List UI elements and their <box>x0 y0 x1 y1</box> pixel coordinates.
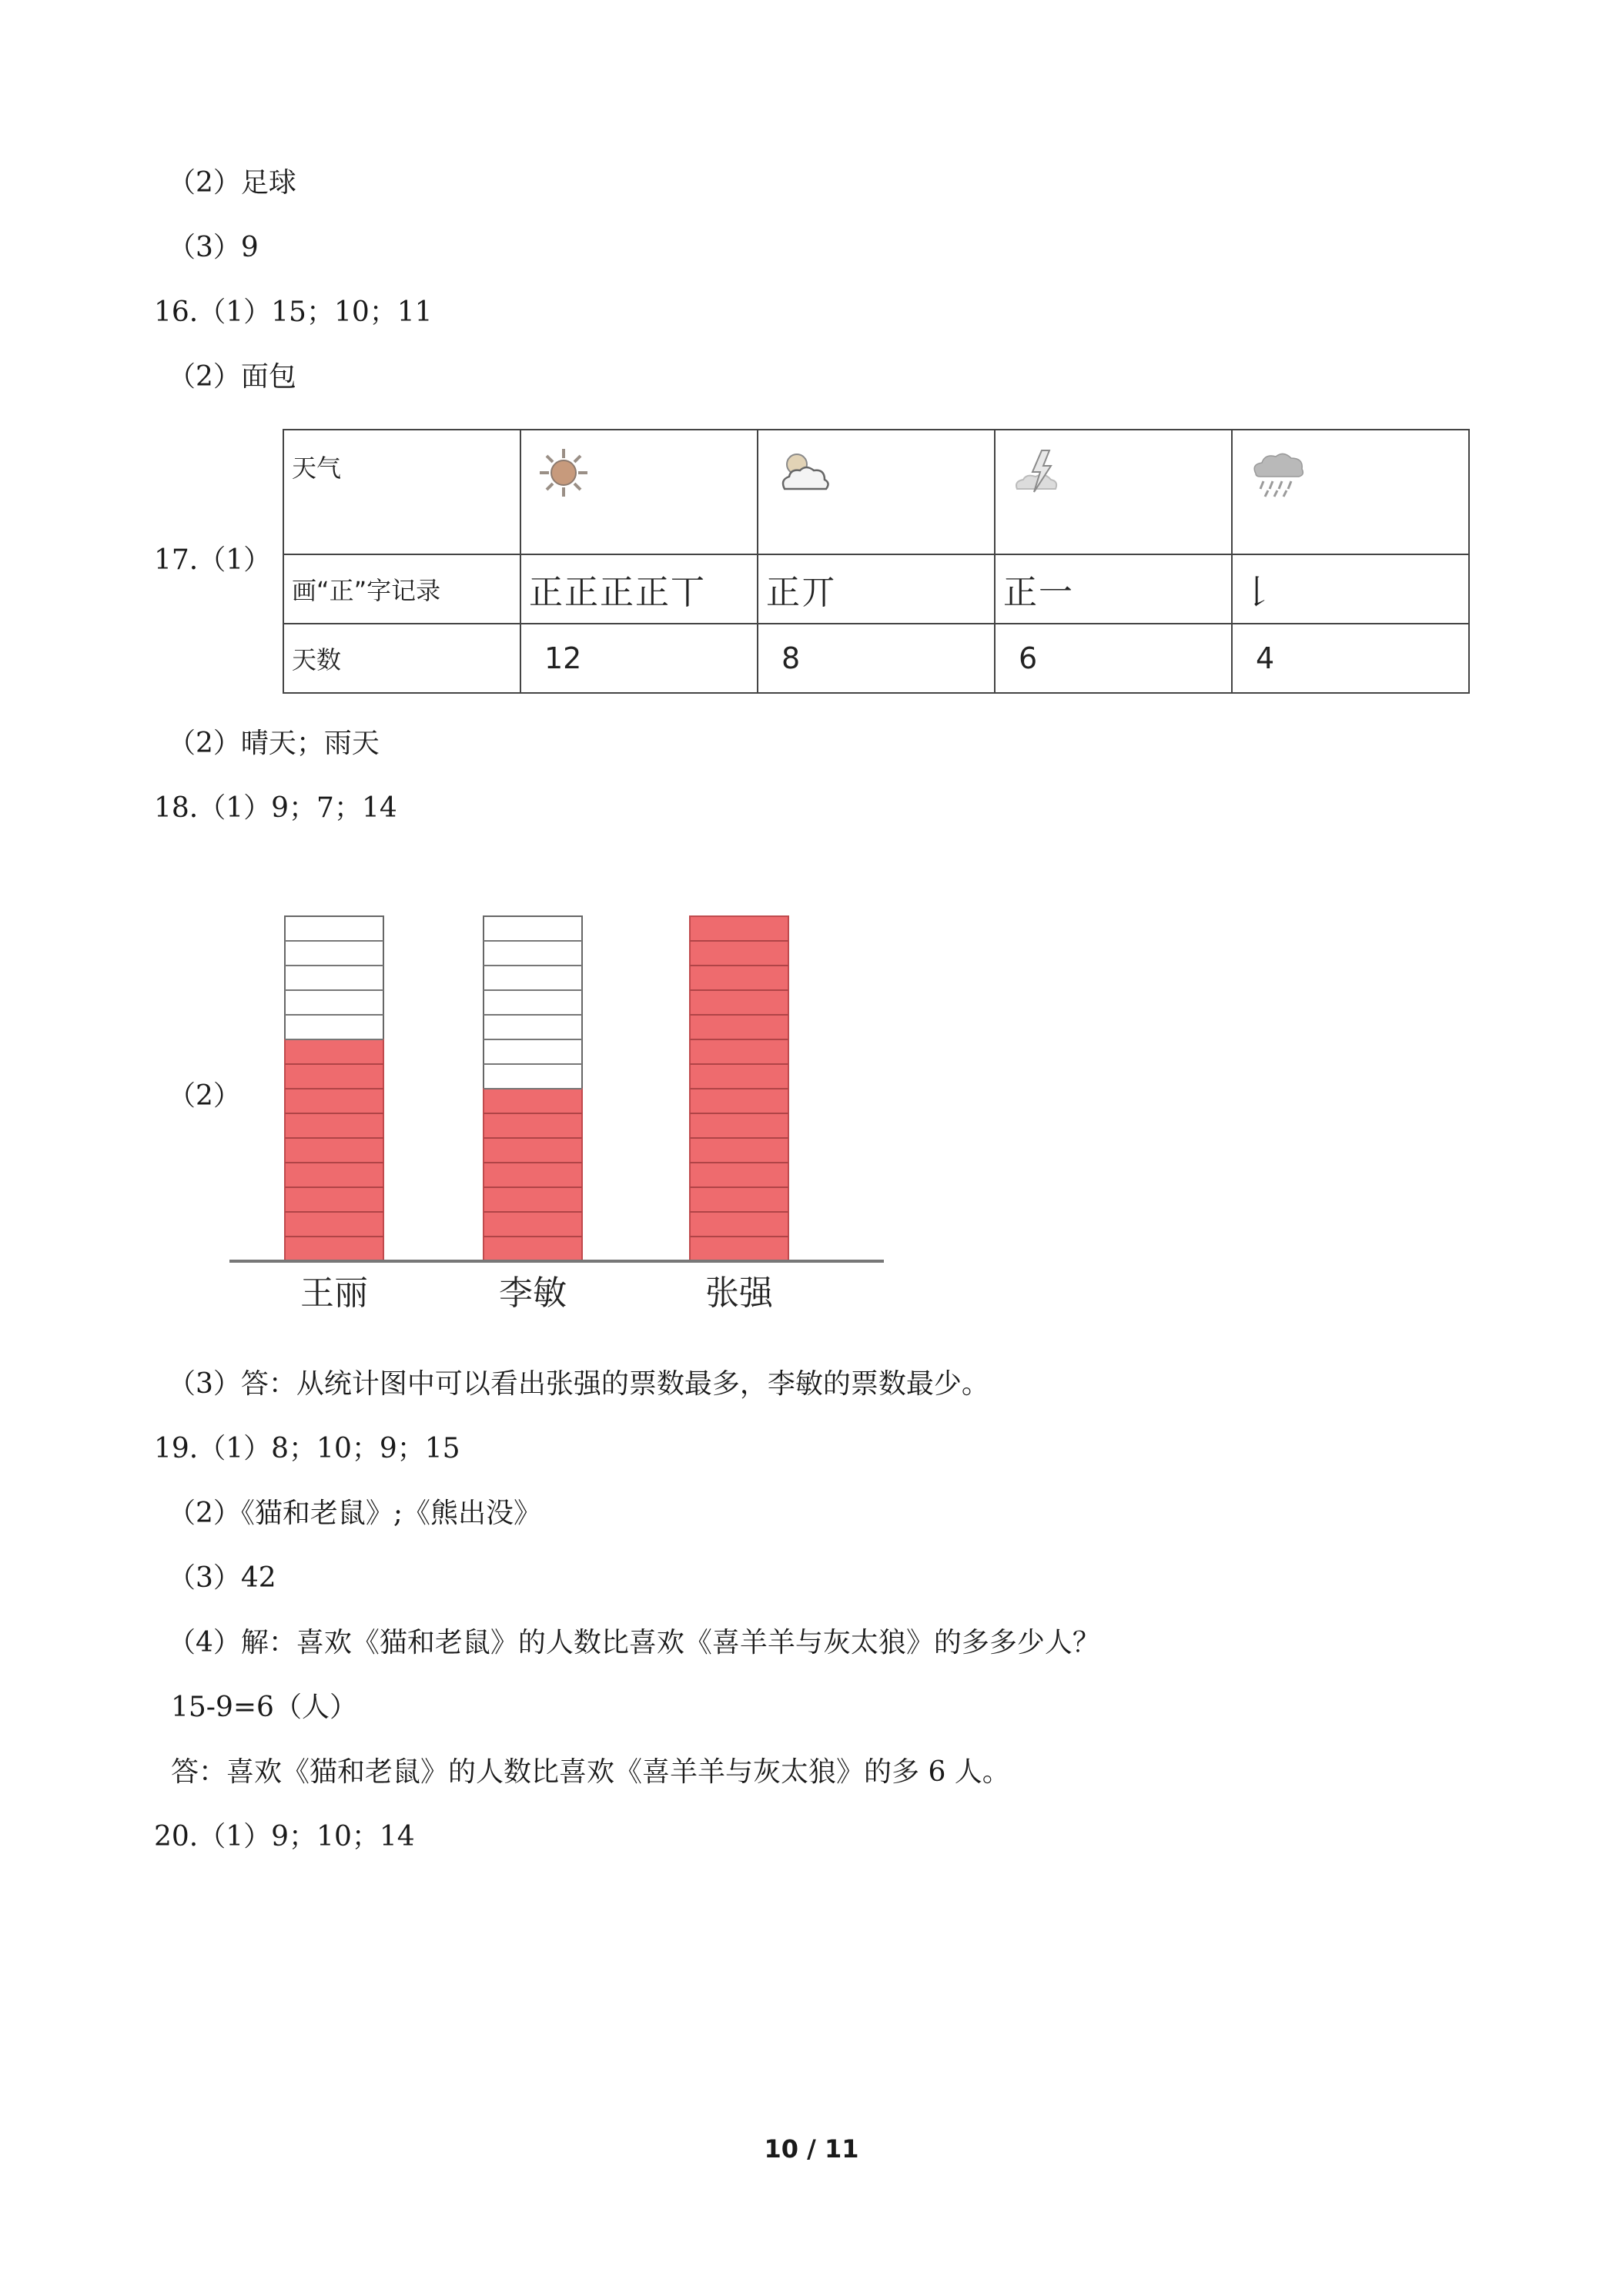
answer-line: 19.（1）8；10；9；15 <box>154 1433 460 1464</box>
row-label-weather: 天气 <box>283 430 520 554</box>
thunder-icon <box>1011 446 1223 507</box>
tally-sunny: 正正正正丅 <box>520 554 758 624</box>
answer-line: （2）《猫和老鼠》;《熊出没》 <box>168 1498 542 1529</box>
answer-line: （2）面包 <box>168 361 296 393</box>
cloudy-icon <box>774 446 986 507</box>
answer-line: 答：喜欢《猫和老鼠》的人数比喜欢《喜羊羊与灰太狼》的多 6 人。 <box>171 1756 1010 1788</box>
answer-line: （4）解：喜欢《猫和老鼠》的人数比喜欢《喜羊羊与灰太狼》的多多少人？ <box>168 1627 1100 1658</box>
answer-line: 18.（1）9；7；14 <box>154 792 397 824</box>
tally-thunder: 正一 <box>995 554 1232 624</box>
answer-line: （2）足球 <box>168 167 296 199</box>
answer-line: （3）9 <box>168 232 259 263</box>
bar-fill <box>484 1089 582 1261</box>
answer-line: 16.（1）15；10；11 <box>154 296 433 328</box>
tally-rain: 𠄌 <box>1232 554 1469 624</box>
bar-label: 张强 <box>705 1274 773 1313</box>
days-sunny: 12 <box>520 624 758 693</box>
sun-icon <box>537 446 749 507</box>
bar-label: 李敏 <box>499 1274 567 1313</box>
days-cloudy: 8 <box>758 624 995 693</box>
answer-line: 15-9=6（人） <box>171 1692 357 1723</box>
row-label-tally: 画“正”字记录 <box>283 554 520 624</box>
answer-line: （3）答：从统计图中可以看出张强的票数最多，李敏的票数最少。 <box>168 1368 989 1400</box>
vote-bar-chart <box>223 861 901 1323</box>
answer-line: 20.（1）9；10；14 <box>154 1821 415 1853</box>
days-thunder: 6 <box>995 624 1232 693</box>
rain-icon <box>1248 446 1461 507</box>
page-number: 10 / 11 <box>764 2134 859 2164</box>
bar-fill <box>285 1039 383 1261</box>
answer-line: （2）晴天；雨天 <box>168 728 380 759</box>
days-rain: 4 <box>1232 624 1469 693</box>
answer-line: 17.（1） <box>154 544 272 576</box>
row-label-days: 天数 <box>283 624 520 693</box>
bar-label: 王丽 <box>300 1274 368 1313</box>
weather-tally-table <box>283 429 1470 694</box>
answer-line: （3）42 <box>168 1562 276 1594</box>
tally-cloudy: 正丌 <box>758 554 995 624</box>
answer-line: （2） <box>168 1080 241 1112</box>
